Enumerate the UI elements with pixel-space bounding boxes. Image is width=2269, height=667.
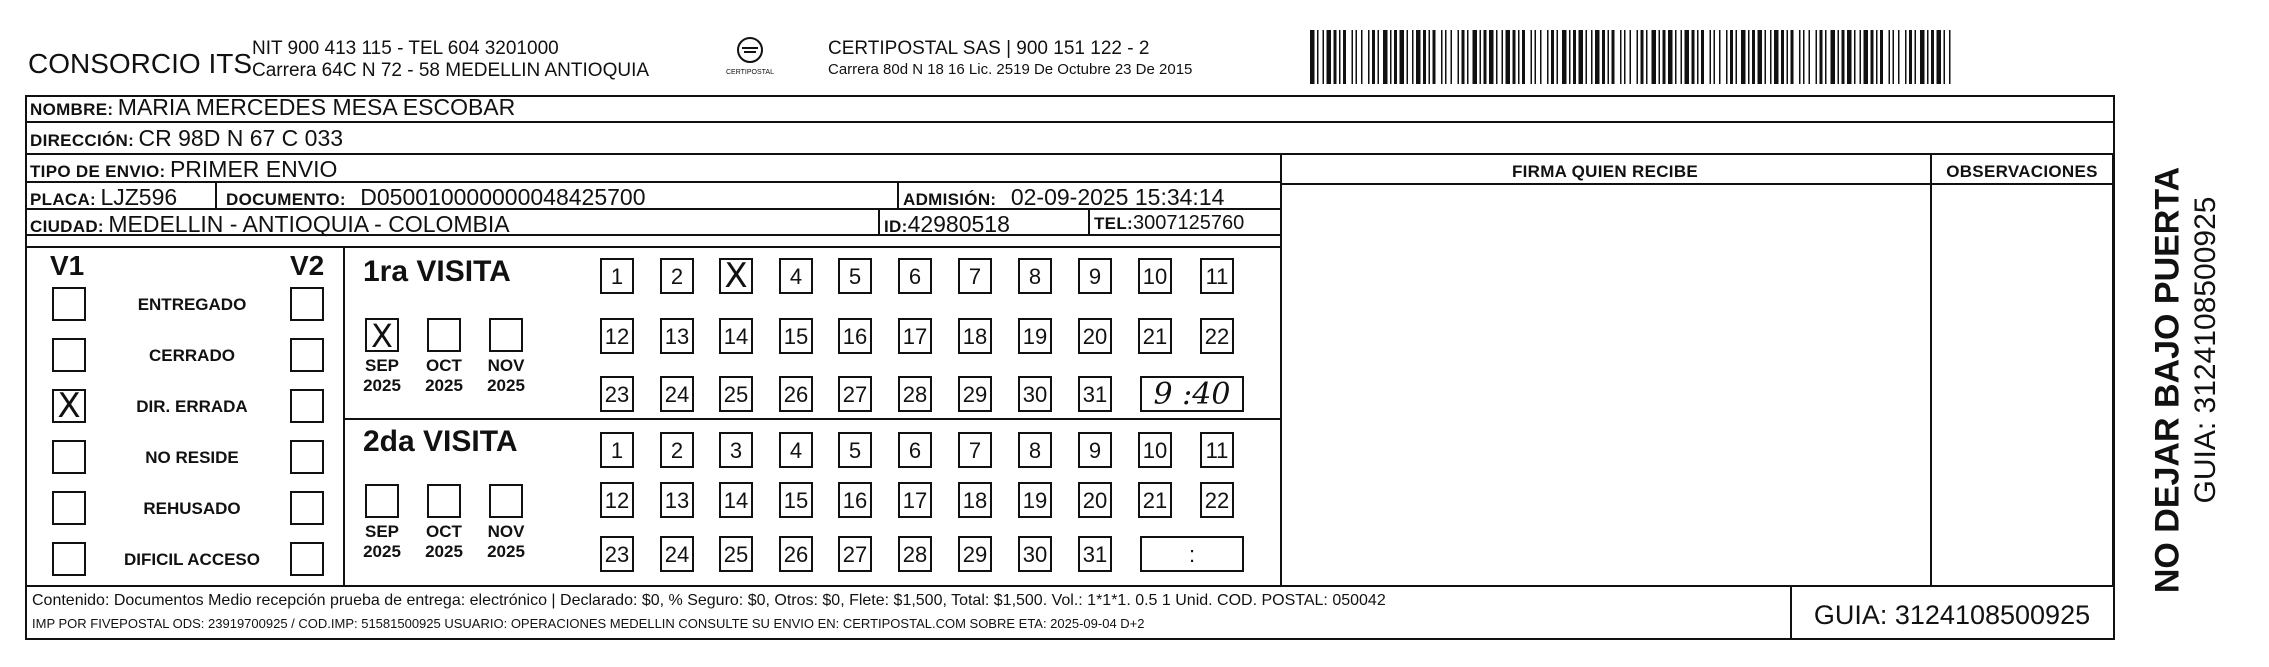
placa-value: LJZ596 xyxy=(100,184,178,210)
barcode-bar xyxy=(1949,30,1951,84)
visit2-day-box[interactable]: 20 xyxy=(1078,482,1112,518)
barcode-bar xyxy=(1372,30,1375,84)
visit1-day-box[interactable]: 16 xyxy=(838,318,872,354)
nombre-value: MARIA MERCEDES MESA ESCOBAR xyxy=(117,94,516,120)
nombre-row xyxy=(30,94,515,121)
barcode-bar xyxy=(1547,30,1549,84)
barcode-bar xyxy=(1612,30,1615,84)
barcode-bar xyxy=(1458,30,1460,84)
id-label: ID: xyxy=(884,217,908,236)
status-label: ENTREGADO xyxy=(137,295,247,314)
status-label: DIR. ERRADA xyxy=(136,397,248,416)
barcode-bar xyxy=(1816,30,1818,84)
barcode-bar xyxy=(1361,30,1363,84)
barcode-bar xyxy=(1630,30,1632,84)
barcode-bar xyxy=(1334,30,1337,84)
barcode-bar xyxy=(1416,30,1421,84)
barcode-bar xyxy=(1390,30,1392,84)
visit2-day-box[interactable]: 13 xyxy=(660,482,694,518)
barcode-bar xyxy=(1451,30,1453,84)
documento-value: D050010000000048425700 xyxy=(360,184,646,210)
status-v2-checkbox[interactable] xyxy=(290,491,324,525)
visit2-month-checkbox[interactable] xyxy=(489,484,523,518)
barcode-bar xyxy=(1310,30,1315,84)
barcode-bar xyxy=(1898,30,1900,84)
barcode-bar xyxy=(1513,30,1516,84)
barcode-bar xyxy=(1579,30,1584,84)
visit1-day-box[interactable]: 9 xyxy=(1078,258,1112,294)
visit1-title: 1ra VISITA xyxy=(363,255,511,288)
logo-text: CERTIPOSTAL xyxy=(726,69,774,76)
visit2-day-box[interactable]: 14 xyxy=(719,482,753,518)
ciudad-value: MEDELLIN - ANTIOQUIA - COLOMBIA xyxy=(108,211,510,237)
month-name: NOV xyxy=(487,522,525,541)
ciudad-row xyxy=(30,211,510,238)
barcode-bar xyxy=(1787,30,1789,84)
barcode-bar xyxy=(1675,30,1677,84)
status-v2-checkbox[interactable] xyxy=(290,287,324,321)
barcode-bar xyxy=(1637,30,1639,84)
barcode-bar xyxy=(1748,30,1750,84)
barcode-bar xyxy=(1652,30,1657,84)
visit1-day-box[interactable]: 19 xyxy=(1018,318,1052,354)
status-v2-checkbox[interactable] xyxy=(290,338,324,372)
visit2-month-checkbox[interactable] xyxy=(427,484,461,518)
status-v2-checkbox[interactable] xyxy=(290,542,324,576)
visit1-day-box[interactable] xyxy=(719,258,753,294)
barcode-bar xyxy=(1423,30,1426,84)
barcode-bar xyxy=(1502,30,1504,84)
barcode-bar xyxy=(1770,30,1772,84)
visit1-month-checkbox[interactable] xyxy=(489,318,523,352)
v2-label: V2 xyxy=(290,250,325,281)
day-cross-mark: X xyxy=(724,256,748,296)
visit2-month-label xyxy=(414,522,474,562)
barcode-bar xyxy=(1433,30,1436,84)
barcode-bar xyxy=(1937,30,1942,84)
barcode-bar xyxy=(1692,30,1695,84)
month-name: OCT xyxy=(426,522,462,541)
month-name: NOV xyxy=(487,356,525,375)
direccion-row xyxy=(30,125,343,152)
side-guia: GUIA: 3124108500925 xyxy=(2189,196,2222,504)
visit1-day-box[interactable]: 22 xyxy=(1200,318,1234,354)
barcode-bar xyxy=(1876,30,1878,84)
barcode-bar xyxy=(1809,30,1811,84)
barcode-bar xyxy=(1467,30,1469,84)
barcode-bar xyxy=(1842,30,1845,84)
firma-label: FIRMA QUIEN RECIBE xyxy=(1511,162,1699,181)
barcode-bar xyxy=(1620,30,1622,84)
visit1-day-box[interactable]: 24 xyxy=(660,376,694,412)
barcode-bar xyxy=(1569,30,1571,84)
barcode-bar xyxy=(1383,30,1388,84)
barcode-bar xyxy=(1562,30,1567,84)
v1-label: V1 xyxy=(50,250,85,281)
visit1-month-label xyxy=(476,356,536,396)
visit2-day-box[interactable]: 4 xyxy=(779,432,813,468)
barcode-bar xyxy=(1441,30,1443,84)
barcode-bar xyxy=(1931,30,1934,84)
barcode-bar xyxy=(1714,30,1716,84)
tipo-value: PRIMER ENVIO xyxy=(169,156,338,182)
barcode-bar xyxy=(1518,30,1520,84)
visit2-day-box[interactable]: 8 xyxy=(1018,432,1052,468)
tipo-row xyxy=(30,156,337,183)
barcode-bar xyxy=(1462,30,1465,84)
visit2-day-box[interactable]: 15 xyxy=(779,482,813,518)
visit1-day-box[interactable]: 12 xyxy=(600,318,634,354)
barcode-bar xyxy=(1394,30,1397,84)
visit1-day-box[interactable]: 10 xyxy=(1138,258,1172,294)
barcode-bar xyxy=(1602,30,1605,84)
documento-row xyxy=(226,184,645,211)
barcode-bar xyxy=(1860,30,1862,84)
barcode-bar xyxy=(1323,30,1325,84)
barcode-bar xyxy=(1668,30,1673,84)
barcode-bar xyxy=(1719,30,1721,84)
visit1-month-checkbox[interactable]: X xyxy=(365,318,399,352)
visit2-day-box[interactable]: 12 xyxy=(600,482,634,518)
month-year: 2025 xyxy=(487,542,525,561)
footer-guia: GUIA: 3124108500925 xyxy=(1813,600,2091,630)
barcode-bar xyxy=(1893,30,1895,84)
visit2-day-box[interactable]: 6 xyxy=(898,432,932,468)
visit1-day-box[interactable]: 23 xyxy=(600,376,634,412)
visit2-month-label xyxy=(476,522,536,562)
barcode-bar xyxy=(1506,30,1511,84)
visit2-day-box[interactable]: 11 xyxy=(1200,432,1234,468)
barcode-bar xyxy=(1944,30,1946,84)
id-row xyxy=(884,211,1010,238)
visit1-day-box[interactable]: 18 xyxy=(958,318,992,354)
visit1-day-box[interactable]: 1 xyxy=(600,258,634,294)
tel-value: 3007125760 xyxy=(1132,212,1245,234)
visit2-day-box[interactable]: 29 xyxy=(958,536,992,572)
status-v2-checkbox[interactable] xyxy=(290,389,324,423)
visit1-day-box[interactable]: 2 xyxy=(660,258,694,294)
barcode-bar xyxy=(1685,30,1690,84)
admision-value: 02-09-2025 15:34:14 xyxy=(1010,184,1225,210)
visit2-day-box[interactable]: 25 xyxy=(719,536,753,572)
visit1-day-box[interactable]: 4 xyxy=(779,258,813,294)
visit2-day-box[interactable]: 23 xyxy=(600,536,634,572)
barcode-bar xyxy=(1641,30,1644,84)
barcode-bar xyxy=(1540,30,1542,84)
status-v2-checkbox[interactable] xyxy=(290,440,324,474)
visit2-day-box[interactable]: 16 xyxy=(838,482,872,518)
barcode-bar xyxy=(1573,30,1576,84)
visit2-time-box[interactable]: : xyxy=(1140,536,1244,572)
status-label: REHUSADO xyxy=(143,499,241,518)
visit2-day-box[interactable]: 28 xyxy=(898,536,932,572)
visit2-day-box[interactable]: 1 xyxy=(600,432,634,468)
visit1-day-box[interactable]: 25 xyxy=(719,376,753,412)
barcode-bar xyxy=(1871,30,1874,84)
visit1-day-box[interactable]: 8 xyxy=(1018,258,1052,294)
visit2-day-box[interactable]: 19 xyxy=(1018,482,1052,518)
month-name: OCT xyxy=(426,356,462,375)
nombre-label: NOMBRE: xyxy=(30,100,114,119)
barcode-bar xyxy=(1927,30,1929,84)
barcode-bar xyxy=(1825,30,1827,84)
status-v1-checkbox[interactable] xyxy=(52,491,86,525)
barcode-bar xyxy=(1473,30,1478,84)
barcode-bar xyxy=(1701,30,1704,84)
visit1-day-box[interactable]: 14 xyxy=(719,318,753,354)
visit1-day-box[interactable]: 30 xyxy=(1018,376,1052,412)
visit2-day-box[interactable]: 22 xyxy=(1200,482,1234,518)
barcode-bar xyxy=(1905,30,1907,84)
status-v1-checkbox[interactable] xyxy=(52,440,86,474)
barcode-bar xyxy=(1909,30,1912,84)
barcode-bar xyxy=(1831,30,1836,84)
visit2-day-box[interactable]: 5 xyxy=(838,432,872,468)
placa-row xyxy=(30,184,177,211)
courier-info: CERTIPOSTAL SAS | 900 151 122 - 2 xyxy=(828,38,1150,59)
visit2-month-checkbox[interactable] xyxy=(365,484,399,518)
barcode-bar xyxy=(1803,30,1805,84)
visit2-day-box[interactable]: 26 xyxy=(779,536,813,572)
status-label: NO RESIDE xyxy=(145,448,239,467)
barcode-bar xyxy=(1663,30,1666,84)
status-v1-checkbox[interactable] xyxy=(52,542,86,576)
barcode-bar xyxy=(1608,30,1610,84)
barcode-bar xyxy=(1586,30,1588,84)
barcode-bar xyxy=(1799,30,1801,84)
visit2-day-box[interactable]: 17 xyxy=(898,482,932,518)
visit1-month-checkbox[interactable] xyxy=(427,318,461,352)
barcode-bar xyxy=(1781,30,1784,84)
barcode-bar xyxy=(1920,30,1925,84)
month-name: SEP xyxy=(364,356,400,375)
barcode-bar xyxy=(1791,30,1794,84)
visit2-month-label xyxy=(352,522,412,562)
barcode-bar xyxy=(1378,30,1380,84)
barcode-bar xyxy=(1726,30,1728,84)
footer-contenido: Contenido: Documentos Medio recepción prueba de entrega: electrónico | Declarado: $0, % Seguro: $0, Otros: $0, Flete: $1,500, Total: $1,500. Vol.: 1*1*1. 0.5 1 Unid. COD. POSTAL: 050042 xyxy=(32,592,1386,609)
barcode-bar xyxy=(1889,30,1891,84)
company-address: Carrera 64C N 72 - 58 MEDELLIN ANTIOQUIA xyxy=(252,60,650,81)
visit1-day-box[interactable]: 17 xyxy=(898,318,932,354)
certipostal-logo-icon xyxy=(730,36,770,64)
barcode-bar xyxy=(1915,30,1917,84)
barcode-bar xyxy=(1820,30,1823,84)
barcode-bar xyxy=(1880,30,1883,84)
admision-row xyxy=(903,184,1224,211)
barcode-bar xyxy=(1496,30,1498,84)
barcode-bar xyxy=(1368,30,1370,84)
visit1-day-box[interactable]: 5 xyxy=(838,258,872,294)
barcode-bar xyxy=(1535,30,1537,84)
direccion-value: CR 98D N 67 C 033 xyxy=(138,125,344,151)
visit2-day-box[interactable]: 24 xyxy=(660,536,694,572)
visit2-day-box[interactable]: 30 xyxy=(1018,536,1052,572)
barcode-bar xyxy=(1741,30,1746,84)
barcode-bar xyxy=(1327,30,1332,84)
status-v1-checkbox[interactable] xyxy=(52,287,86,321)
barcode-bar xyxy=(1730,30,1733,84)
status-v1-checkbox[interactable] xyxy=(52,338,86,372)
barcode-bar xyxy=(1400,30,1405,84)
visit2-day-box[interactable]: 21 xyxy=(1138,482,1172,518)
barcode-bar xyxy=(1352,30,1354,84)
status-label: DIFICIL ACCESO xyxy=(123,550,260,569)
visit2-day-box[interactable]: 18 xyxy=(958,482,992,518)
barcode-bar xyxy=(1697,30,1699,84)
visit2-day-box[interactable]: 7 xyxy=(958,432,992,468)
visit2-day-box[interactable]: 9 xyxy=(1078,432,1112,468)
month-year: 2025 xyxy=(425,376,463,395)
barcode-bar xyxy=(1551,30,1554,84)
month-year: 2025 xyxy=(425,542,463,561)
barcode-bar xyxy=(1758,30,1763,84)
barcode-bar xyxy=(1847,30,1852,84)
barcode-bar xyxy=(1484,30,1487,84)
side-instruction: NO DEJAR BAJO PUERTA xyxy=(2148,166,2187,594)
status-v1-checkbox[interactable]: X xyxy=(52,389,86,423)
visit1-day-box[interactable]: 20 xyxy=(1078,318,1112,354)
visit2-day-box[interactable]: 10 xyxy=(1138,432,1172,468)
barcode-bar xyxy=(1624,30,1626,84)
barcode-bar xyxy=(1710,30,1712,84)
barcode-bar xyxy=(1595,30,1600,84)
barcode-bar xyxy=(1412,30,1414,84)
barcode-bar xyxy=(1339,30,1341,84)
visit2-title: 2da VISITA xyxy=(363,425,518,458)
placa-label: PLACA: xyxy=(30,190,97,209)
visit1-day-box[interactable]: 6 xyxy=(898,258,932,294)
visit1-day-box[interactable]: 29 xyxy=(958,376,992,412)
barcode-bar xyxy=(1765,30,1767,84)
barcode-bar xyxy=(1681,30,1683,84)
courier-logo xyxy=(715,36,785,80)
direccion-label: DIRECCIÓN: xyxy=(30,131,135,150)
company-nit: NIT 900 413 115 - TEL 604 3201000 xyxy=(252,38,559,59)
visit2-day-box[interactable]: 3 xyxy=(719,432,753,468)
visit1-day-box[interactable]: 13 xyxy=(660,318,694,354)
courier-license: Carrera 80d N 18 16 Lic. 2519 De Octubre 23 De 2015 xyxy=(828,61,1193,78)
barcode-bar xyxy=(1531,30,1533,84)
month-year: 2025 xyxy=(487,376,525,395)
visit1-day-box[interactable]: 15 xyxy=(779,318,813,354)
admision-label: ADMISIÓN: xyxy=(903,190,997,209)
barcode-bar xyxy=(1557,30,1559,84)
tipo-label: TIPO DE ENVIO: xyxy=(30,162,166,181)
barcode-bar xyxy=(1752,30,1755,84)
visit2-day-box[interactable]: 2 xyxy=(660,432,694,468)
month-year: 2025 xyxy=(363,542,401,561)
barcode-bar xyxy=(1591,30,1593,84)
documento-label: DOCUMENTO: xyxy=(226,190,346,209)
visit1-day-box[interactable]: 26 xyxy=(779,376,813,412)
visit1-day-box[interactable]: 7 xyxy=(958,258,992,294)
visit1-month-label xyxy=(352,356,412,396)
barcode-bar xyxy=(1429,30,1431,84)
barcode-bar xyxy=(1774,30,1779,84)
ciudad-label: CIUDAD: xyxy=(30,217,104,236)
barcode-bar xyxy=(1445,30,1447,84)
barcode-bar xyxy=(1736,30,1738,84)
footer-impresion: IMP POR FIVEPOSTAL ODS: 23919700925 / COD.IMP: 51581500925 USUARIO: OPERACIONES MEDELLIN CONSULTE SU ENVIO EN: CERTIPOSTAL.COM SOBRE ETA: 2025-09-04 D+2 xyxy=(32,616,1145,631)
barcode-bar xyxy=(1864,30,1869,84)
barcode-bar xyxy=(1659,30,1661,84)
barcode-bar xyxy=(1343,30,1346,84)
tel-label: TEL: xyxy=(1094,214,1133,233)
company-name: CONSORCIO ITS xyxy=(28,48,253,79)
visit1-day-box[interactable]: 28 xyxy=(898,376,932,412)
visit2-day-box[interactable]: 31 xyxy=(1078,536,1112,572)
barcode-bar xyxy=(1407,30,1409,84)
visit1-day-box[interactable]: 27 xyxy=(838,376,872,412)
barcode xyxy=(1310,30,1960,86)
month-year: 2025 xyxy=(363,376,401,395)
barcode-bar xyxy=(1646,30,1648,84)
month-name: SEP xyxy=(364,522,400,541)
observaciones-label: OBSERVACIONES xyxy=(1946,162,2098,181)
id-value: 42980518 xyxy=(907,211,1010,237)
visit2-day-box[interactable]: 27 xyxy=(838,536,872,572)
status-label: CERRADO xyxy=(149,346,235,365)
visit1-day-box[interactable]: 21 xyxy=(1138,318,1172,354)
visit1-time-box[interactable]: 9 :40 xyxy=(1140,376,1244,412)
visit1-day-box[interactable]: 31 xyxy=(1078,376,1112,412)
visit1-month-label xyxy=(414,356,474,396)
barcode-bar xyxy=(1838,30,1840,84)
barcode-bar xyxy=(1317,30,1319,84)
barcode-bar xyxy=(1356,30,1358,84)
tel-row xyxy=(1094,212,1244,235)
visit1-day-box[interactable]: 11 xyxy=(1200,258,1234,294)
barcode-bar xyxy=(1489,30,1494,84)
barcode-bar xyxy=(1480,30,1482,84)
barcode-bar xyxy=(1854,30,1856,84)
barcode-bar xyxy=(1522,30,1525,84)
